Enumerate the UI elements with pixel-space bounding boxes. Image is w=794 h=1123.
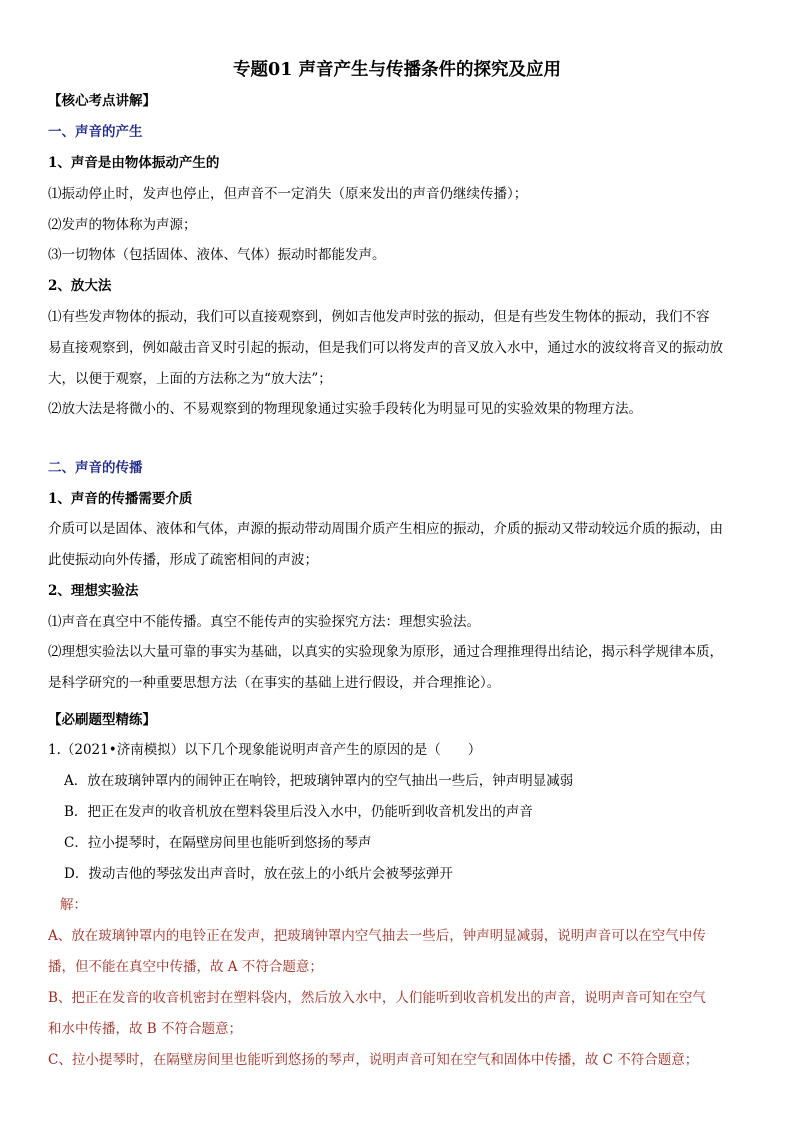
section-label-core-points: 【核心考点讲解】 [48,93,156,109]
question-stem: 1.（2021•济南模拟）以下几个现象能说明声音产生的原因的是（ ） [48,742,482,758]
paragraph-line: 大，以便于观察，上面的方法称之为“放大法”； [48,371,332,387]
paragraph-line: ⑵放大法是将微小的、不易观察到的物理现象通过实验手段转化为明显可见的实验效果的物理方法。 [48,401,642,417]
solution-line: A、放在玻璃钟罩内的电铃正在发声，把玻璃钟罩内空气抽去一些后，钟声明显减弱，说明声音可以在空气中传 [48,928,706,944]
paragraph-line: 介质可以是固体、液体和气体，声源的振动带动周围介质产生相应的振动，介质的振动又带动较远介质的振动，由 [48,521,723,537]
solution-line: 播，但不能在真空中传播，故 A 不符合题意； [48,959,323,975]
question-option-d: D．拨动吉他的琴弦发出声音时，放在弦上的小纸片会被琴弦弹开 [64,866,453,882]
paragraph-line: ⑴声音在真空中不能传播。真空不能传声的实验探究方法：理想实验法。 [48,614,480,630]
section-label-practice: 【必刷题型精练】 [48,712,156,728]
heading-sound-propagation: 二、声音的传播 [48,460,143,476]
paragraph-line: 此使振动向外传播，形成了疏密相间的声波； [48,552,318,568]
subheading-amplification: 2、放大法 [48,278,112,294]
question-option-b: B．把正在发声的收音机放在塑料袋里后没入水中，仍能听到收音机发出的声音 [64,804,533,820]
solution-line: 和水中传播，故 B 不符合题意； [48,1021,243,1037]
subheading-ideal-experiment: 2、理想实验法 [48,583,139,599]
paragraph-line: ⑶一切物体（包括固体、液体、气体）振动时都能发声。 [48,247,386,263]
heading-sound-production: 一、声音的产生 [48,124,143,140]
question-option-c: C．拉小提琴时，在隔壁房间里也能听到悠扬的琴声 [64,835,372,851]
page-title: 专题01 声音产生与传播条件的探究及应用 [233,60,561,80]
solution-line: C、拉小提琴时，在隔壁房间里也能听到悠扬的琴声，说明声音可知在空气和固体中传播，故 C 不符合题意； [48,1052,699,1068]
paragraph-line: 易直接观察到，例如敲击音叉时引起的振动，但是我们可以将发声的音叉放入水中，通过水的波纹将音叉的振动放 [48,340,723,356]
solution-line: B、把正在发音的收音机密封在塑料袋内，然后放入水中，人们能听到收音机发出的声音，说明声音可知在空气 [48,990,706,1006]
paragraph-line: ⑵发声的物体称为声源； [48,217,197,233]
subheading-medium: 1、声音的传播需要介质 [48,491,193,507]
question-option-a: A．放在玻璃钟罩内的闹钟正在响铃，把玻璃钟罩内的空气抽出一些后，钟声明显减弱 [64,773,574,789]
paragraph-line: 是科学研究的一种重要思想方法（在事实的基础上进行假设，并合理推论）。 [48,675,501,691]
paragraph-line: ⑵理想实验法以大量可靠的事实为基础，以真实的实验现象为原形，通过合理推理得出结论，揭示科学规律本质， [48,644,723,660]
solution-label: 解： [60,897,87,913]
paragraph-line: ⑴有些发声物体的振动，我们可以直接观察到，例如吉他发声时弦的振动，但是有些发生物体的振动，我们不容 [48,309,710,325]
paragraph-line: ⑴振动停止时，发声也停止，但声音不一定消失（原来发出的声音仍继续传播）； [48,186,528,202]
subheading-vibration: 1、声音是由物体振动产生的 [48,155,220,171]
